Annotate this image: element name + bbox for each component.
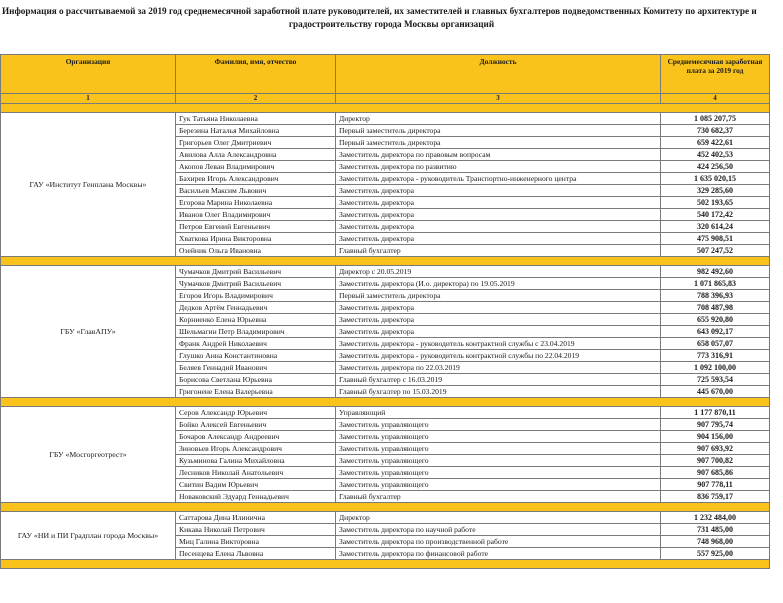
name-cell: Кузьминова Галина Михайловна (176, 455, 336, 467)
position-cell: Заместитель управляющего (336, 419, 661, 431)
organization-cell: ГБУ «ГлавАПУ» (1, 266, 176, 398)
position-cell: Первый заместитель директора (336, 290, 661, 302)
table-row (1, 407, 770, 419)
position-cell: Заместитель директора (336, 185, 661, 197)
salary-cell: 445 670,00 (661, 386, 770, 398)
name-cell: Авилова Алла Александровна (176, 149, 336, 161)
group-separator-row (1, 560, 770, 569)
position-cell: Управляющий (336, 407, 661, 419)
position-cell: Главный бухгалтер по 15.03.2019 (336, 386, 661, 398)
salary-cell: 836 759,17 (661, 491, 770, 503)
name-cell: Акопов Леван Владимирович (176, 161, 336, 173)
title-line-2: градостроительству города Москвы организаций (288, 19, 495, 29)
salary-cell: 907 795,74 (661, 419, 770, 431)
salary-cell: 1 177 870,11 (661, 407, 770, 419)
name-cell: Бочаров Александр Андреевич (176, 431, 336, 443)
name-cell: Григонене Елена Валерьевна (176, 386, 336, 398)
name-cell: Кикава Николай Петрович (176, 524, 336, 536)
salary-cell: 643 092,17 (661, 326, 770, 338)
table-row (1, 266, 770, 278)
name-cell: Песенцева Елена Львовна (176, 548, 336, 560)
position-cell: Заместитель директора по правовым вопросам (336, 149, 661, 161)
position-cell: Заместитель директора (336, 302, 661, 314)
name-cell: Гук Татьяна Николаевна (176, 113, 336, 125)
name-cell: Борисова Светлана Юрьевна (176, 374, 336, 386)
position-cell: Заместитель директора - руководитель контрактной службы с 23.04.2019 (336, 338, 661, 350)
salary-cell: 1 092 100,00 (661, 362, 770, 374)
salary-cell: 655 920,80 (661, 314, 770, 326)
position-cell: Заместитель директора (336, 209, 661, 221)
salary-cell: 725 593,54 (661, 374, 770, 386)
salary-cell: 731 485,00 (661, 524, 770, 536)
header-org: Организация (1, 55, 176, 94)
salary-cell: 557 925,00 (661, 548, 770, 560)
table-row (1, 113, 770, 125)
name-cell: Егорова Марина Николаевна (176, 197, 336, 209)
salary-cell: 907 700,82 (661, 455, 770, 467)
name-cell: Лесников Николай Анатольевич (176, 467, 336, 479)
name-cell: Зиновьев Игорь Александрович (176, 443, 336, 455)
name-cell: Бойко Алексей Евгеньевич (176, 419, 336, 431)
group-separator-row (1, 398, 770, 407)
position-cell: Заместитель управляющего (336, 443, 661, 455)
name-cell: Чумачков Дмитрий Васильевич (176, 266, 336, 278)
salary-cell: 1 085 207,75 (661, 113, 770, 125)
name-cell: Петров Евгений Евгеньевич (176, 221, 336, 233)
salary-cell: 329 285,60 (661, 185, 770, 197)
name-cell: Григорьев Олег Дмитриевич (176, 137, 336, 149)
salary-cell: 658 057,07 (661, 338, 770, 350)
separator-cell (1, 503, 770, 512)
position-cell: Заместитель директора (336, 221, 661, 233)
header-position: Должность (336, 55, 661, 94)
name-cell: Дедков Артём Геннадьевич (176, 302, 336, 314)
separator-cell (1, 398, 770, 407)
position-cell: Директор с 20.05.2019 (336, 266, 661, 278)
position-cell: Заместитель директора по развитию (336, 161, 661, 173)
name-cell: Новаковский Эдуард Геннадьевич (176, 491, 336, 503)
salary-cell: 748 968,00 (661, 536, 770, 548)
name-cell: Свитин Вадим Юрьевич (176, 479, 336, 491)
salary-cell: 907 685,86 (661, 467, 770, 479)
salary-cell: 1 635 020,15 (661, 173, 770, 185)
salary-cell: 452 402,53 (661, 149, 770, 161)
name-cell: Шельмагин Петр Владимирович (176, 326, 336, 338)
name-cell: Березина Наталья Михайловна (176, 125, 336, 137)
name-cell: Егоров Игорь Владимирович (176, 290, 336, 302)
salary-cell: 907 693,92 (661, 443, 770, 455)
position-cell: Заместитель управляющего (336, 467, 661, 479)
name-cell: Корниенко Елена Юрьевна (176, 314, 336, 326)
organization-cell: ГБУ «Мосгоргеотрест» (1, 407, 176, 503)
name-cell: Серов Александр Юрьевич (176, 407, 336, 419)
salary-cell: 904 156,00 (661, 431, 770, 443)
position-cell: Заместитель директора по финансовой работе (336, 548, 661, 560)
group-separator-row (1, 257, 770, 266)
position-cell: Заместитель директора (И.о. директора) по 19.05.2019 (336, 278, 661, 290)
separator-cell (1, 560, 770, 569)
table-row (1, 512, 770, 524)
position-cell: Директор (336, 512, 661, 524)
organization-cell: ГАУ «Институт Генплана Москвы» (1, 113, 176, 257)
salary-cell: 788 396,93 (661, 290, 770, 302)
header-name: Фамилия, имя, отчество (176, 55, 336, 94)
position-cell: Заместитель директора по 22.03.2019 (336, 362, 661, 374)
salary-cell: 1 232 484,00 (661, 512, 770, 524)
position-cell: Заместитель директора - руководитель контрактной службы по 22.04.2019 (336, 350, 661, 362)
salary-cell: 320 614,24 (661, 221, 770, 233)
position-cell: Заместитель директора (336, 197, 661, 209)
position-cell: Заместитель директора (336, 314, 661, 326)
name-cell: Хваткова Ирина Викторовна (176, 233, 336, 245)
col-number: 2 (176, 94, 336, 104)
position-cell: Директор (336, 113, 661, 125)
separator-cell (1, 104, 770, 113)
name-cell: Бахирев Игорь Александрович (176, 173, 336, 185)
position-cell: Главный бухгалтер (336, 491, 661, 503)
salary-cell: 1 071 865,83 (661, 278, 770, 290)
salary-cell: 424 256,50 (661, 161, 770, 173)
name-cell: Озейник Ольга Ивановна (176, 245, 336, 257)
salary-cell: 907 778,11 (661, 479, 770, 491)
position-cell: Заместитель директора по производственной работе (336, 536, 661, 548)
position-cell: Первый заместитель директора (336, 125, 661, 137)
salary-cell: 502 193,65 (661, 197, 770, 209)
name-cell: Франк Андрей Николаевич (176, 338, 336, 350)
position-cell: Заместитель директора по научной работе (336, 524, 661, 536)
salary-cell: 730 682,37 (661, 125, 770, 137)
group-separator-row (1, 503, 770, 512)
position-cell: Главный бухгалтер с 16.03.2019 (336, 374, 661, 386)
position-cell: Заместитель управляющего (336, 479, 661, 491)
header-salary: Среднемесячная заработная плата за 2019 год (661, 55, 770, 94)
position-cell: Главный бухгалтер (336, 245, 661, 257)
name-cell: Чумачков Дмитрий Васильевич (176, 278, 336, 290)
salary-table (0, 54, 770, 569)
salary-cell: 982 492,60 (661, 266, 770, 278)
group-separator-row (1, 104, 770, 113)
position-cell: Заместитель директора - руководитель Транспортно-инженерного центра (336, 173, 661, 185)
col-number: 3 (336, 94, 661, 104)
position-cell: Первый заместитель директора (336, 137, 661, 149)
salary-cell: 773 316,91 (661, 350, 770, 362)
name-cell: Саттарова Дина Илинична (176, 512, 336, 524)
position-cell: Заместитель управляющего (336, 455, 661, 467)
col-number: 4 (661, 94, 770, 104)
salary-cell: 540 172,42 (661, 209, 770, 221)
title-line-1: Информация о рассчитываемой за 2019 год среднемесячной заработной плате руководителей, их заместителей и главных бухгалтеров подведомственных Комитету по архитектуре и (2, 6, 757, 16)
separator-cell (1, 257, 770, 266)
position-cell: Заместитель директора (336, 326, 661, 338)
name-cell: Беляев Геннадий Иванович (176, 362, 336, 374)
header-row (1, 55, 770, 94)
name-cell: Миц Галина Викторовна (176, 536, 336, 548)
organization-cell: ГАУ «НИ и ПИ Градплан города Москвы» (1, 512, 176, 560)
position-cell: Заместитель управляющего (336, 431, 661, 443)
document-title (0, 5, 783, 31)
salary-cell: 708 487,98 (661, 302, 770, 314)
salary-cell: 659 422,61 (661, 137, 770, 149)
name-cell: Васильев Максим Львович (176, 185, 336, 197)
position-cell: Заместитель директора (336, 233, 661, 245)
col-number: 1 (1, 94, 176, 104)
name-cell: Иванов Олег Владимирович (176, 209, 336, 221)
salary-cell: 475 908,51 (661, 233, 770, 245)
salary-cell: 507 247,52 (661, 245, 770, 257)
name-cell: Глушко Анна Константиновна (176, 350, 336, 362)
column-number-row (1, 94, 770, 104)
